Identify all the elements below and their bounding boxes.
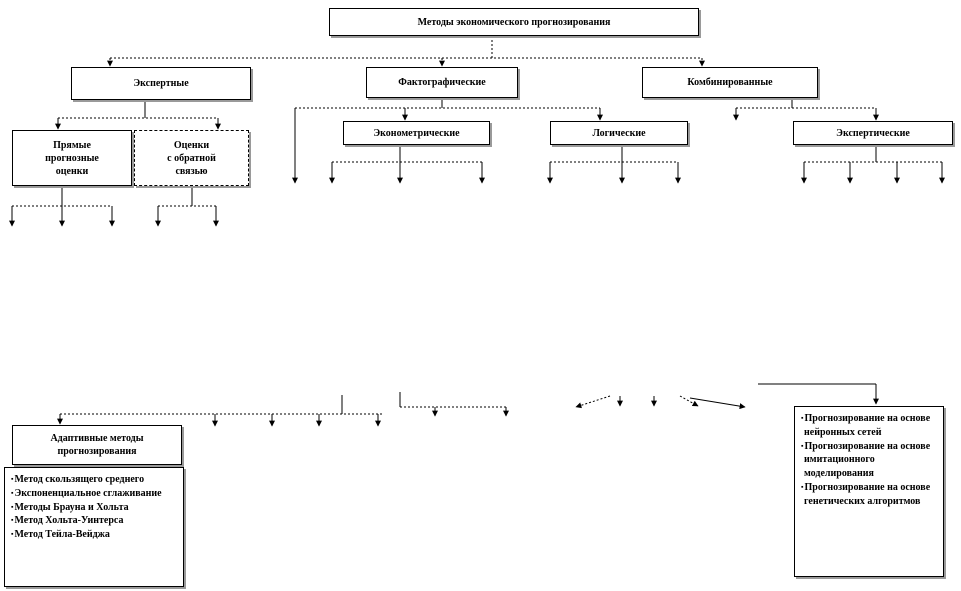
category-combined [642, 67, 818, 98]
node-expertic [793, 121, 953, 145]
node-logical [550, 121, 688, 145]
root-node-label: Методы экономического прогнозирования [417, 16, 611, 28]
adaptive-methods-list [4, 467, 184, 587]
node-adaptive-methods [12, 425, 182, 465]
list-item: ▪ Экспоненциальное сглаживание [11, 487, 177, 501]
node-adaptive-methods-label: Адаптивные методы прогнозирования [50, 433, 144, 457]
category-factographic [366, 67, 518, 98]
node-direct-estimates-label: Прямые прогнозные оценки [45, 139, 99, 177]
node-logical-label: Логические [592, 127, 646, 139]
intelligent-methods-list [794, 406, 944, 577]
category-factographic-label: Фактографические [398, 77, 486, 88]
list-item: ▪ Методы Брауна и Хольта [11, 501, 177, 515]
category-expert-label: Экспертные [133, 78, 189, 89]
root-node [329, 8, 699, 36]
node-expertic-label: Экспертические [836, 127, 910, 139]
category-expert [71, 67, 251, 100]
list-item: ▪ Метод скользящего среднего [11, 473, 177, 487]
lower-connectors [60, 384, 876, 426]
list-item: ▪ Прогнозирование на основе нейронных сетей [801, 412, 937, 440]
node-feedback-estimates-label: Оценки с обратной связью [167, 139, 216, 177]
node-econometric [343, 121, 490, 145]
list-item: ▪ Прогнозирование на основе имитационного моделирования [801, 440, 937, 481]
list-item: ▪ Метод Хольта-Уинтерса [11, 514, 177, 528]
node-direct-estimates [12, 130, 132, 186]
node-feedback-estimates [134, 130, 249, 186]
node-econometric-label: Эконометрические [373, 127, 460, 139]
root-connectors [110, 36, 702, 66]
list-item: ▪ Прогнозирование на основе генетических алгоритмов [801, 481, 937, 509]
list-item: ▪ Метод Тейла-Вейджа [11, 528, 177, 542]
category-combined-label: Комбинированные [687, 77, 773, 88]
